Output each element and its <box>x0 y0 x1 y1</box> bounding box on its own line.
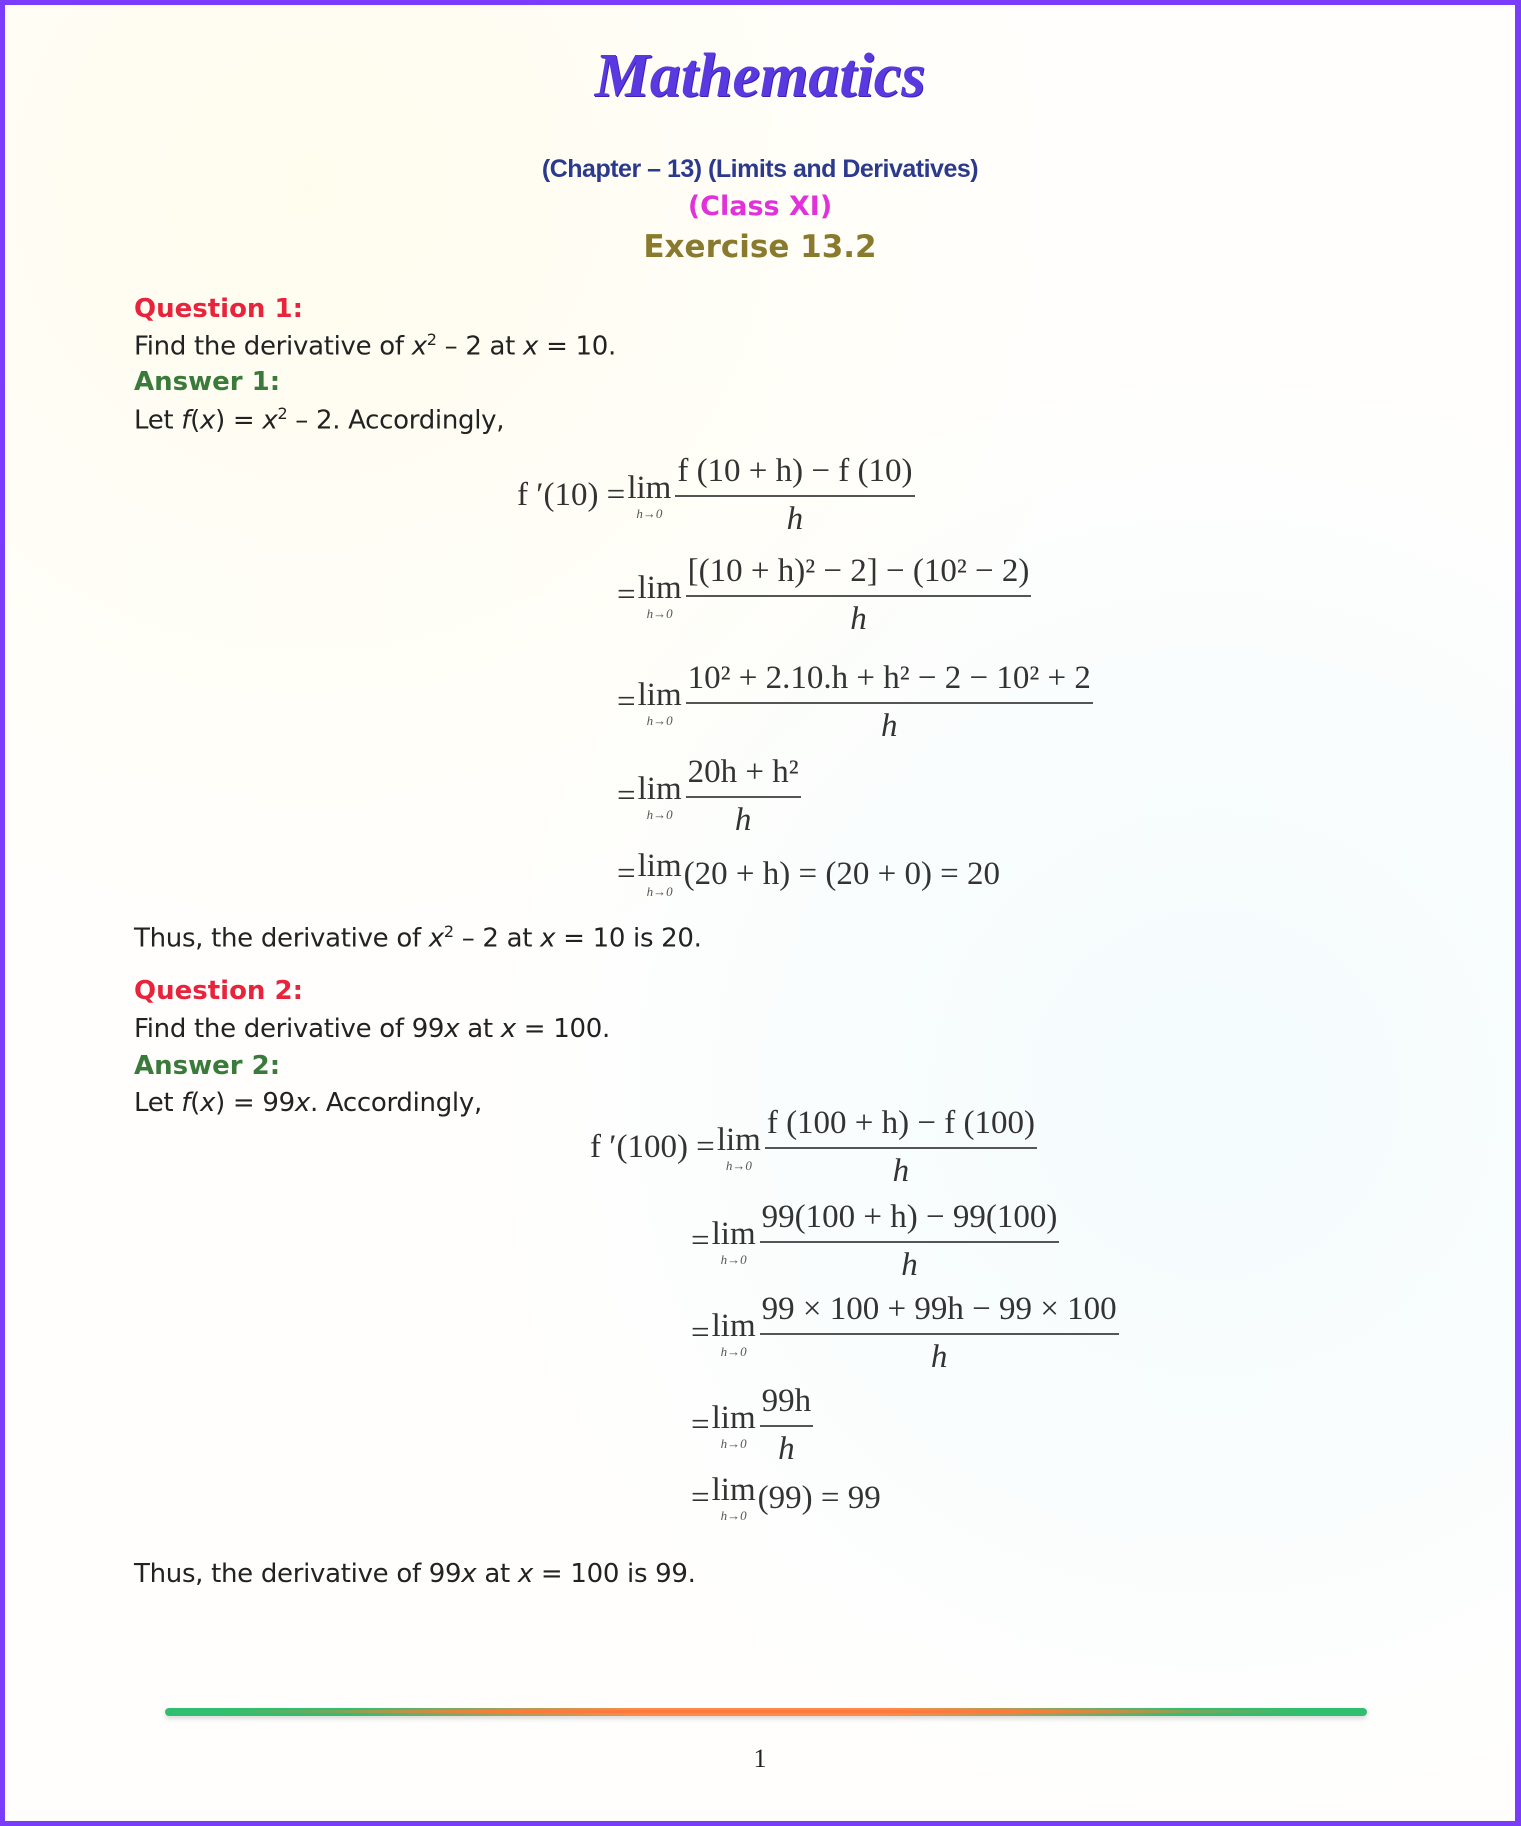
equation-2-line-2: = lim h→0 $\frac{99(100 + h) - 99(100)}{h}$ <box>691 1199 1058 1283</box>
exercise-heading: Exercise 13.2 <box>643 229 877 265</box>
equation-1-line-5: = lim h→0 (20 + h) = (20 + 0) = 20 <box>617 848 1001 899</box>
answer-1-intro: Let $f(x) = x^2 - 2$. Accordingly, <box>134 404 505 436</box>
chapter-heading: (Chapter – 13) (Limits and Derivatives) <box>541 155 979 183</box>
answer-2-label: Answer 2: <box>134 1051 281 1081</box>
equation-1-line-2: = lim h→0 $\frac{\text{[(10 + h)² − 2] − (10² − 2)}}{h}$ <box>617 553 1030 637</box>
equation-1-line-3: = lim h→0 $\frac{\text{10² + 2.10.h + h² − 2 − 10² + 2}}{h}$ <box>617 660 1091 744</box>
question-1-label: Question 1: <box>134 294 303 324</box>
equation-2-line-4: = lim h→0 $\frac{99h}{h}$ <box>691 1383 812 1467</box>
equation-2-line-1: f ′(100) = lim h→0 $\frac{f (100 + h) - f (100)}{h}$ <box>590 1105 1035 1189</box>
answer-1-label: Answer 1: <box>134 367 281 397</box>
page-title: Mathematics <box>594 42 926 110</box>
footer-divider <box>165 1708 1367 1716</box>
document-page <box>5 5 1515 1821</box>
answer-2-intro: Let f(x) = 99x. Accordingly, <box>134 1088 482 1118</box>
question-2-label: Question 2: <box>134 976 303 1006</box>
page-number: 1 <box>753 1744 767 1773</box>
answer-1-conclusion: Thus, the derivative of $x^2 - 2$ at x = 10 is 20. <box>134 922 702 954</box>
equation-1-line-1: f ′(10) = lim h→0 $\frac{f (10 + h) - f (10)}{h}$ <box>517 453 913 537</box>
equation-1-line-4: = lim h→0 $\frac{\text{20h + h²}}{h}$ <box>617 754 799 838</box>
question-2-text: Find the derivative of 99x at x = 100. <box>134 1014 610 1044</box>
equation-2-line-5: = lim h→0 (99) = 99 <box>691 1472 881 1523</box>
question-1-text: Find the derivative of $x^2 - 2$ at x = 10. <box>134 330 616 362</box>
equation-2-line-3: = lim h→0 $\frac{99 \times 100 + 99h - 99 \times 100}{h}$ <box>691 1291 1117 1375</box>
answer-2-conclusion: Thus, the derivative of 99x at x = 100 is 99. <box>134 1559 696 1589</box>
class-heading: (Class XI) <box>687 191 833 222</box>
